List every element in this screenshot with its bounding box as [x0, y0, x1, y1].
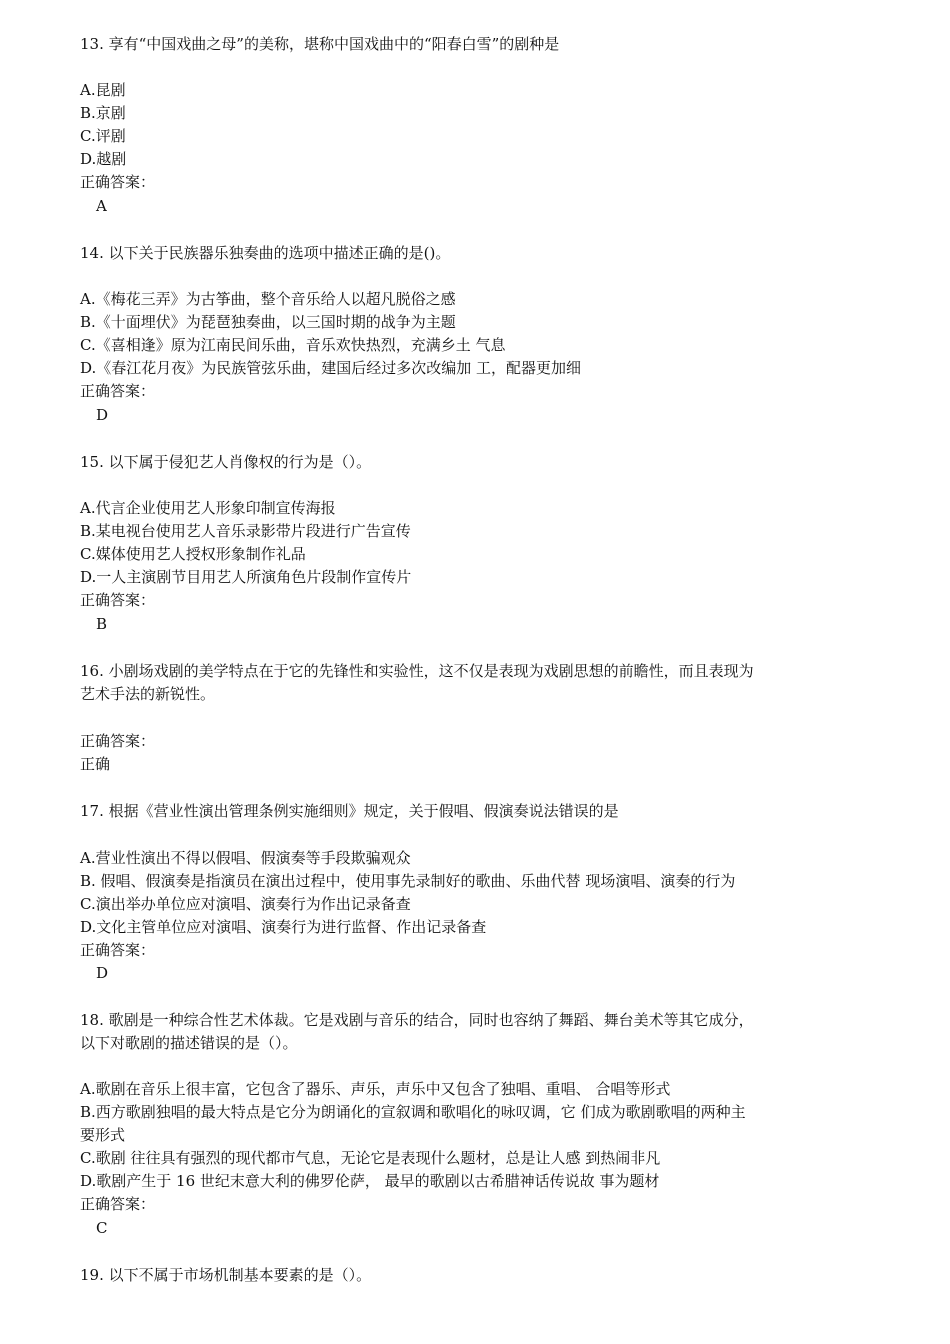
option-d: D.文化主管单位应对演唱、演奏行为进行监督、作出记录备查 [80, 918, 487, 936]
question-stem-continued: 以下对歌剧的描述错误的是（）。 [80, 1034, 298, 1052]
answer-label: 正确答案： [80, 382, 156, 400]
option-b: B. 假唱、假演奏是指演员在演出过程中，使用事先录制好的歌曲、乐曲代替 现场演唱、演奏的行为 [80, 872, 736, 890]
option-d: D.越剧 [80, 150, 127, 168]
option-c: C.媒体使用艺人授权形象制作礼品 [80, 545, 306, 563]
answer-value: D [96, 406, 109, 424]
option-c: C.评剧 [80, 127, 126, 145]
option-b: B.《十面埋伏》为琵琶独奏曲，以三国时期的战争为主题 [80, 313, 456, 331]
answer-value: C [96, 1219, 108, 1237]
question-stem: 18. 歌剧是一种综合性艺术体裁。它是戏剧与音乐的结合，同时也容纳了舞蹈、舞台美术等其它成分， [80, 1011, 754, 1029]
answer-value: B [96, 615, 108, 633]
option-d: D.一人主演剧节目用艺人所演角色片段制作宣传片 [80, 568, 412, 586]
question-stem: 13. 享有“中国戏曲之母”的美称，堪称中国戏曲中的“阳春白雪”的剧种是 [80, 35, 560, 53]
answer-value: D [96, 964, 109, 982]
question-stem: 14. 以下关于民族器乐独奏曲的选项中描述正确的是()。 [80, 244, 451, 262]
option-d: D.歌剧产生于 16 世纪末意大利的佛罗伦萨， 最早的歌剧以古希腊神话传说故 事为题材 [80, 1172, 660, 1190]
option-b: B.西方歌剧独唱的最大特点是它分为朗诵化的宣叙调和歌唱化的咏叹调，它 们成为歌剧歌唱的两种主 [80, 1103, 746, 1121]
answer-label: 正确答案： [80, 1195, 156, 1213]
answer-value: A [96, 197, 107, 215]
question-stem: 15. 以下属于侵犯艺人肖像权的行为是（）。 [80, 453, 372, 471]
answer-value: 正确 [80, 755, 111, 773]
option-a: A.《梅花三弄》为古筝曲，整个音乐给人以超凡脱俗之感 [80, 290, 456, 308]
question-stem: 16. 小剧场戏剧的美学特点在于它的先锋性和实验性，这不仅是表现为戏剧思想的前瞻性，而且表现为 [80, 662, 754, 680]
option-b: B.某电视台使用艺人音乐录影带片段进行广告宣传 [80, 522, 411, 540]
option-c: C.歌剧 往往具有强烈的现代都市气息，无论它是表现什么题材，总是让人感 到热闹非凡 [80, 1149, 661, 1167]
answer-label: 正确答案： [80, 941, 156, 959]
option-a: A.昆剧 [80, 81, 126, 99]
option-a: A.营业性演出不得以假唱、假演奏等手段欺骗观众 [80, 849, 411, 867]
answer-label: 正确答案： [80, 591, 156, 609]
answer-label: 正确答案： [80, 173, 156, 191]
answer-label: 正确答案： [80, 732, 156, 750]
option-c: C.《喜相逢》原为江南民间乐曲，音乐欢快热烈，充满乡土 气息 [80, 336, 506, 354]
option-a: A.代言企业使用艺人形象印制宣传海报 [80, 499, 336, 517]
question-stem-continued: 艺术手法的新锐性。 [80, 685, 216, 703]
option-d: D.《春江花月夜》为民族管弦乐曲，建国后经过多次改编加 工，配器更加细 [80, 359, 582, 377]
option-b: B.京剧 [80, 104, 126, 122]
option-a: A.歌剧在音乐上很丰富，它包含了器乐、声乐，声乐中又包含了独唱、重唱、 合唱等形式 [80, 1080, 671, 1098]
option-c: C.演出举办单位应对演唱、演奏行为作出记录备查 [80, 895, 411, 913]
option-b-continued: 要形式 [80, 1126, 126, 1144]
question-stem: 17. 根据《营业性演出管理条例实施细则》规定，关于假唱、假演奏说法错误的是 [80, 802, 619, 820]
question-stem: 19. 以下不属于市场机制基本要素的是（）。 [80, 1266, 372, 1284]
